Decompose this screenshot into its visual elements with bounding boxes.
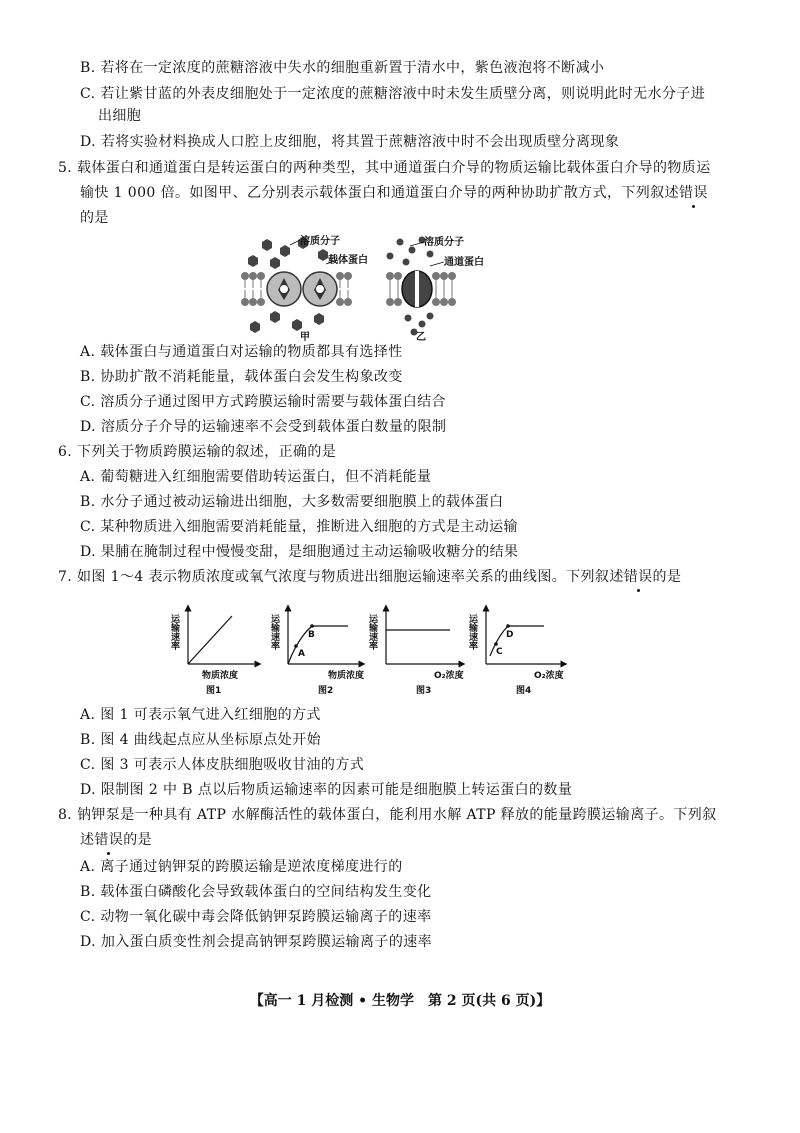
figure-caption-yi: 乙 [416, 332, 426, 343]
q5-membrane-figure [240, 230, 500, 342]
q5-stem-line1: 5. 载体蛋白和通道蛋白是转运蛋白的两种类型，其中通道蛋白介导的物质运输比载体蛋白介导的物质运 [58, 160, 711, 176]
graph-3-xlabel: O₂浓度 [434, 671, 464, 681]
label-solute-right: 溶质分子 [424, 237, 464, 248]
graph-1-xlabel: 物质浓度 [202, 671, 239, 681]
q7-option-c: C. 图 3 可表示人体皮肤细胞吸收甘油的方式 [80, 757, 365, 773]
q8-stem-line2 [80, 830, 152, 850]
q7-option-a: A. 图 1 可表示氧气进入红细胞的方式 [80, 707, 321, 723]
graph-4-point-c: C [496, 647, 503, 657]
graph-3 [367, 608, 464, 696]
q8-option-c: C. 动物一氧化碳中毒会降低钠钾泵跨膜运输离子的速率 [80, 909, 432, 925]
q4-option-b: B. 若将在一定浓度的蔗糖溶液中失水的细胞重新置于清水中，紫色液泡将不断减小 [80, 60, 605, 76]
emphasis-word: 错误 [678, 185, 708, 201]
q5-stem-line2 [80, 183, 708, 203]
graph-2-caption: 图2 [318, 686, 334, 696]
graph-4-point-d: D [506, 630, 514, 640]
label-solute-left: 溶质分子 [300, 236, 340, 247]
graph-4-xlabel: O₂浓度 [534, 671, 564, 681]
q5-option-a: A. 载体蛋白与通道蛋白对运输的物质都具有选择性 [80, 344, 403, 360]
graph-2-point-b: B [308, 630, 315, 640]
q4-option-c-line2: 出细胞 [98, 108, 142, 124]
q7-stem-tail: 的是 [652, 569, 682, 585]
q5-option-d: D. 溶质分子介导的运输速率不会受到载体蛋白数量的限制 [80, 419, 447, 435]
q6-option-d: D. 果脯在腌制过程中慢慢变甜，是细胞通过主动运输吸收糖分的结果 [80, 544, 519, 560]
q6-option-a: A. 葡萄糖进入红细胞需要借助转运蛋白，但不消耗能量 [80, 469, 432, 485]
q5-option-c: C. 溶质分子通过图甲方式跨膜运输时需要与载体蛋白结合 [80, 394, 446, 410]
q8-stem-line1: 8. 钠钾泵是一种具有 ATP 水解酶活性的载体蛋白，能利用水解 ATP 释放的能量跨膜运输离子。下列叙 [58, 807, 717, 823]
q4-option-c-line1: C. 若让紫甘蓝的外表皮细胞处于一定浓度的蔗糖溶液中时未发生质壁分离，则说明此时无水分子进 [80, 86, 706, 102]
q7-stem-text: 7. 如图 1～4 表示物质浓度或氧气浓度与物质进出细胞运输速率关系的曲线图。下列叙述 [58, 569, 624, 585]
graph-4-caption: 图4 [516, 686, 532, 696]
q5-option-b: B. 协助扩散不消耗能量，载体蛋白会发生构象改变 [80, 369, 403, 385]
q7-stem [58, 567, 681, 587]
graph-1-ylabel: 运输速率 [169, 614, 179, 650]
q8-stem-tail: 的是 [123, 832, 153, 848]
graph-1 [169, 608, 258, 696]
graph-2-point-a: A [298, 649, 305, 659]
graph-4-ylabel: 运输速率 [467, 614, 477, 650]
graph-1-caption: 图1 [206, 686, 222, 696]
q6-option-c: C. 某种物质进入细胞需要消耗能量，推断进入细胞的方式是主动运输 [80, 519, 518, 535]
emphasis-word: 错误 [623, 569, 653, 585]
graph-3-ylabel: 运输速率 [367, 614, 377, 650]
q6-stem: 6. 下列关于物质跨膜运输的叙述，正确的是 [58, 444, 337, 460]
graph-2-xlabel: 物质浓度 [328, 671, 365, 681]
q7-option-d: D. 限制图 2 中 B 点以后物质运输速率的因素可能是细胞膜上转运蛋白的数量 [80, 782, 573, 798]
label-channel-protein: 通道蛋白 [444, 257, 484, 268]
emphasis-word: 错误 [94, 832, 124, 848]
q5-stem-line3: 的是 [80, 210, 109, 226]
q8-option-b: B. 载体蛋白磷酸化会导致载体蛋白的空间结构发生变化 [80, 884, 432, 900]
label-carrier-protein: 载体蛋白 [328, 255, 368, 266]
figure-caption-jia: 甲 [300, 332, 310, 343]
graph-2 [269, 608, 364, 696]
graph-2-ylabel: 运输速率 [269, 614, 279, 650]
q5-stem-text: 输快 1 000 倍。如图甲、乙分别表示载体蛋白和通道蛋白介导的两种协助扩散方式，下列叙述 [80, 185, 679, 201]
page-footer: 【高一 1 月检测 • 生物学 第 2 页(共 6 页)】 [249, 993, 551, 1009]
graph-4 [467, 608, 564, 696]
q8-option-d: D. 加入蛋白质变性剂会提高钠钾泵跨膜运输离子的速率 [80, 934, 433, 950]
q8-stem-text: 述 [80, 832, 95, 848]
q7-option-b: B. 图 4 曲线起点应从坐标原点处开始 [80, 732, 321, 748]
q8-option-a: A. 离子通过钠钾泵的跨膜运输是逆浓度梯度进行的 [80, 859, 403, 875]
graph-3-caption: 图3 [416, 686, 432, 696]
q6-option-b: B. 水分子通过被动运输进出细胞，大多数需要细胞膜上的载体蛋白 [80, 494, 504, 510]
q4-option-d: D. 若将实验材料换成人口腔上皮细胞，将其置于蔗糖溶液中时不会出现质壁分离现象 [80, 134, 620, 150]
q7-graphs [169, 604, 582, 700]
